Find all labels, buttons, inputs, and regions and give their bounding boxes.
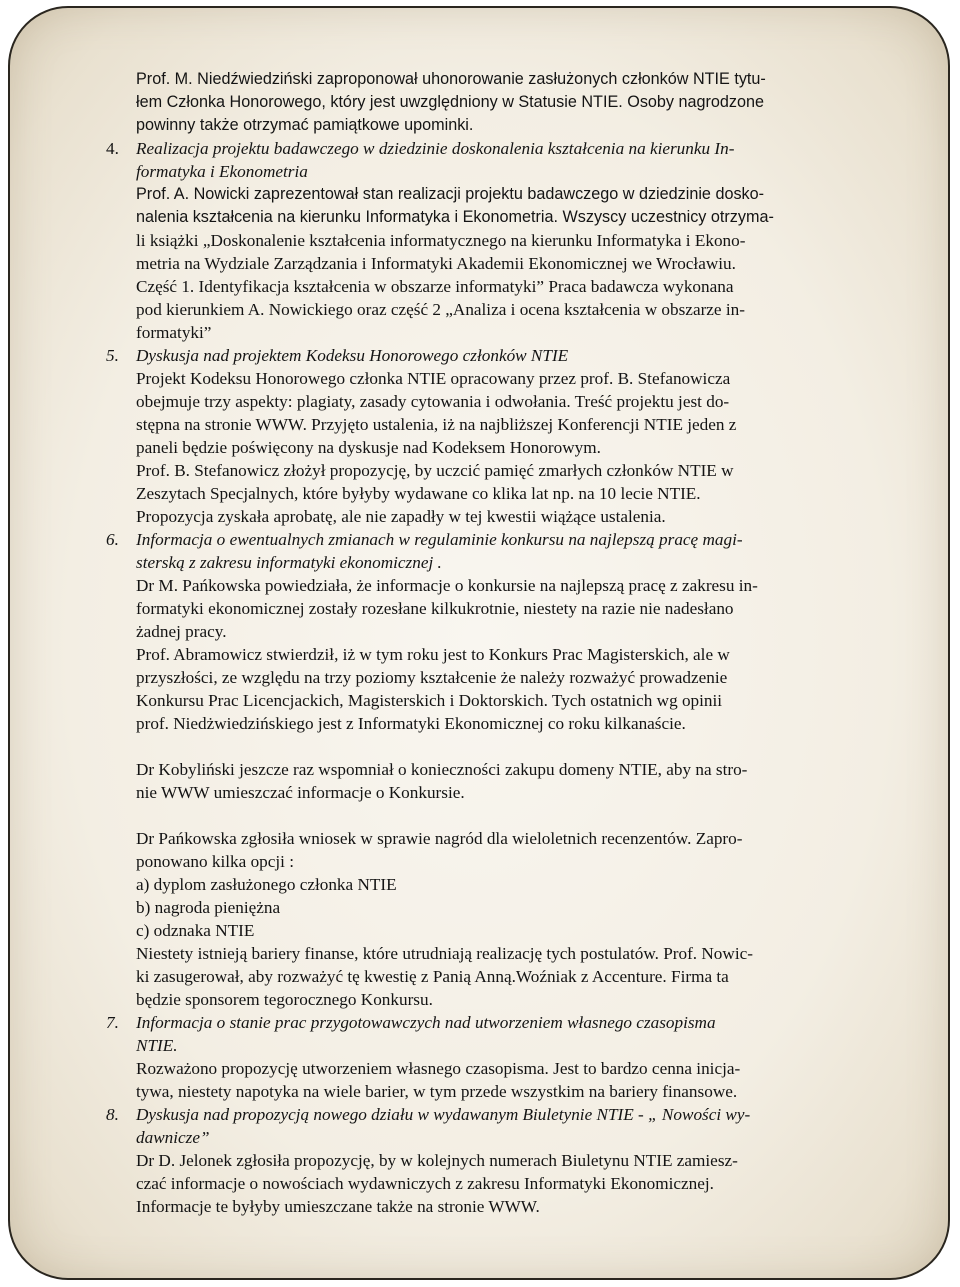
paragraph-gap <box>0 804 960 827</box>
section-heading: Realizacja projektu badawczego w dziedzinie doskonalenia kształcenia na kierunku In- <box>136 139 735 158</box>
paragraph-line: przyszłości, ze względu na trzy poziomy kształcenie że należy rozważyć prowadzenie <box>136 668 728 687</box>
paragraph-line: Informacje te byłyby umieszczane także na stronie WWW. <box>136 1197 540 1216</box>
section-heading: Informacja o stanie prac przygotowawczych nad utworzeniem własnego czasopisma <box>136 1013 716 1032</box>
section-heading: Informacja o ewentualnych zmianach w regulaminie konkursu na najlepszą pracę magi- <box>136 530 743 549</box>
paragraph-line: metria na Wydziale Zarządzania i Informatyki Akademii Ekonomicznej we Wrocławiu. <box>136 254 736 273</box>
section-heading: sterską z zakresu informatyki ekonomicznej . <box>136 553 442 572</box>
paragraph-line: paneli będzie poświęcony na dyskusje nad Kodeksem Honorowym. <box>136 438 601 457</box>
item-number: 7. <box>106 1013 119 1032</box>
paragraph-line: obejmuje trzy aspekty: plagiaty, zasady cytowania i odwołania. Treść projektu jest do- <box>136 392 730 411</box>
section-heading: Dyskusja nad propozycją nowego działu w wydawanym Biuletynie NTIE - „ Nowości wy- <box>136 1105 751 1124</box>
paragraph-line: czać informacje o nowościach wydawniczych z zakresu Informatyki Ekonomicznej. <box>136 1174 714 1193</box>
item-number: 5. <box>106 346 119 365</box>
section-heading: NTIE. <box>136 1036 178 1055</box>
paragraph-line: ki zasugerował, aby rozważyć tę kwestię z Panią Anną.Woźniak z Accenture. Firma ta <box>136 967 729 986</box>
paragraph-line: formatyki ekonomicznej zostały rozesłane kilkukrotnie, niestety na razie nie nadesłano <box>136 599 734 618</box>
item-number: 4. <box>106 139 119 158</box>
paragraph-line: Prof. M. Niedźwiedziński zaproponował uhonorowanie zasłużonych członków NTIE tytu- <box>136 70 766 88</box>
option-item: c) odznaka NTIE <box>136 921 255 940</box>
document-body <box>0 68 960 1218</box>
paragraph-line: będzie sponsorem tegorocznego Konkursu. <box>136 990 433 1009</box>
paragraph-line: formatyki” <box>136 323 212 342</box>
paragraph-gap <box>0 735 960 758</box>
paragraph-line: tywa, niestety napotyka na wiele barier, w tym przede wszystkim na bariery finansowe. <box>136 1082 738 1101</box>
paragraph-line: Rozważono propozycję utworzeniem własnego czasopisma. Jest to bardzo cenna inicja- <box>136 1059 741 1078</box>
paragraph-line: Część 1. Identyfikacja kształcenia w obszarze informatyki” Praca badawcza wykonana <box>136 277 734 296</box>
section-heading: Dyskusja nad projektem Kodeksu Honorowego członków NTIE <box>136 346 569 365</box>
paragraph-line: Dr Kobyliński jeszcze raz wspomniał o konieczności zakupu domeny NTIE, aby na stro- <box>136 760 748 779</box>
section-heading: dawnicze” <box>136 1128 210 1147</box>
paragraph-line: łem Członka Honorowego, który jest uwzględniony w Statusie NTIE. Osoby nagrodzone <box>136 93 765 111</box>
paragraph-line: stępna na stronie WWW. Przyjęto ustalenia, iż na najbliższej Konferencji NTIE jeden z <box>136 415 737 434</box>
paragraph-line: Niestety istnieją bariery finanse, które utrudniają realizację tych postulatów. Prof. Nowic- <box>136 944 753 963</box>
option-item: b) nagroda pieniężna <box>136 898 281 917</box>
paragraph-line: pod kierunkiem A. Nowickiego oraz część 2 „Analiza i ocena kształcenia w obszarze in- <box>136 300 745 319</box>
paragraph-line: nalenia kształcenia na kierunku Informatyka i Ekonometria. Wszyscy uczestnicy otrzyma- <box>136 208 774 226</box>
section-heading: formatyka i Ekonometria <box>136 162 308 181</box>
paragraph-line: Dr Pańkowska zgłosiła wniosek w sprawie nagród dla wieloletnich recenzentów. Zapro- <box>136 829 743 848</box>
paragraph-line: Projekt Kodeksu Honorowego członka NTIE opracowany przez prof. B. Stefanowicza <box>136 369 731 388</box>
paragraph-line: ponowano kilka opcji : <box>136 852 295 871</box>
paragraph-line: Prof. B. Stefanowicz złożył propozycję, by uczcić pamięć zmarłych członków NTIE w <box>136 461 734 480</box>
paragraph-line: Zeszytach Specjalnych, które byłyby wydawane co klika lat np. na 10 lecie NTIE. <box>136 484 701 503</box>
paragraph-line: powinny także otrzymać pamiątkowe upominki. <box>136 116 474 134</box>
option-item: a) dyplom zasłużonego członka NTIE <box>136 875 397 894</box>
paragraph-line: Dr D. Jelonek zgłosiła propozycję, by w kolejnych numerach Biuletynu NTIE zamiesz- <box>136 1151 738 1170</box>
paragraph-line: li książki „Doskonalenie kształcenia informatycznego na kierunku Informatyka i Ekono- <box>136 231 746 250</box>
paragraph-line: nie WWW umieszczać informacje o Konkursie. <box>136 783 465 802</box>
paragraph-line: Prof. Abramowicz stwierdził, iż w tym roku jest to Konkurs Prac Magisterskich, ale w <box>136 645 730 664</box>
paragraph-line: żadnej pracy. <box>136 622 227 641</box>
item-number: 6. <box>106 530 119 549</box>
paragraph-line: Dr M. Pańkowska powiedziała, że informacje o konkursie na najlepszą pracę z zakresu in- <box>136 576 758 595</box>
paragraph-line: prof. Niedżwiedzińskiego jest z Informatyki Ekonomicznej co roku kilkanaście. <box>136 714 686 733</box>
paragraph-line: Prof. A. Nowicki zaprezentował stan realizacji projektu badawczego w dziedzinie dosko- <box>136 185 765 203</box>
paragraph-line: Propozycja zyskała aprobatę, ale nie zapadły w tej kwestii wiążące ustalenia. <box>136 507 666 526</box>
item-number: 8. <box>106 1105 119 1124</box>
paragraph-line: Konkursu Prac Licencjackich, Magisterskich i Doktorskich. Tych ostatnich wg opinii <box>136 691 723 710</box>
